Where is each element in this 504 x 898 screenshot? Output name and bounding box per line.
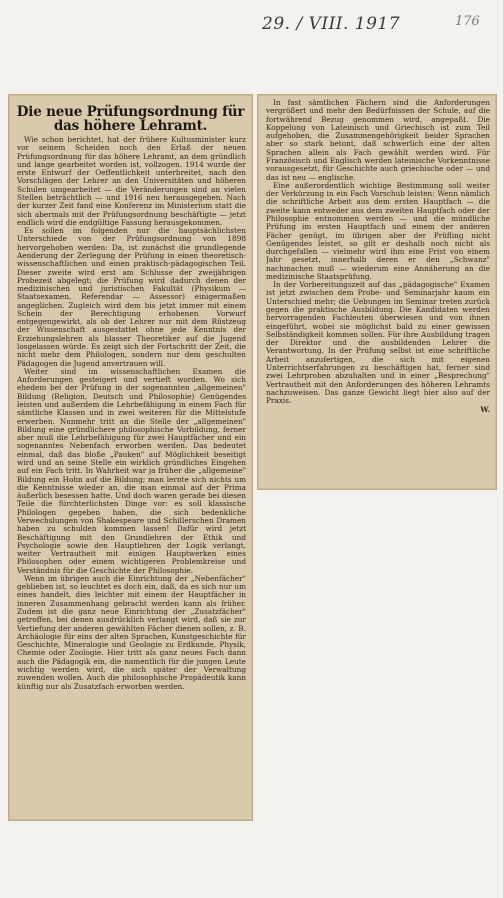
article-body-left xyxy=(17,136,246,816)
paragraph: Weiter sind im wissenschaftlichen Examen die Anforderungen gesteigert und vertieft worden. Wo sich ehedem bei der Prüfung in der sogenannten „allgemeinen" Bildung (Religion, Deutsch und Philosophie) Genügendes leisten und außerdem die Lehrbefähigung in einem Fach für sämtliche Klassen und in zwei weiteren für die Mittelstufe erwerben. Nunmehr tritt an die Stelle der „allgemeinen" Bildung eine gründlichere philosophische Vorbildung, ferner aber muß die Lehrbefähigung für zwei Hauptfächer und ein sogenanntes Nebenfach erworben werden. Das bedeutet einmal, daß das bloße „Pauken" auf Möglichkeit beseitigt wird und an seine Stelle ein wirklich gründliches Eingehen auf ein Fach tritt. In Wahrheit war ja früher die „allgemeine" Bildung ein Hohn auf die Bildung; man lernte sich nichts um die Kenntnisse wieder an, die man einmal auf der Prima äußerlich besessen hatte. Und doch waren gerade bei diesen Teile die fürchterlichsten Dinge vor: es soll klassische Philologen gegeben haben, die sich bedenkliche Verwechslungen von Shakespeare und Schillerschen Dramen haben zu schulden kommen lassen! Dafür wird jetzt Beschäftigung mit den Grundlehren der Ethik und Psychologie sowie den Hauptlehren der Logik verlangt, weiter Vertrautheit mit einigen Hauptwerken eines Philosophen oder einem wichtigeren Problemkreise und Verständnis für die Geschichte der Philosophie. xyxy=(17,366,246,575)
clipping-left-column xyxy=(8,94,253,821)
handwritten-date: 29. / VIII. 1917 xyxy=(262,14,401,34)
paragraph: Es sollen im folgenden nur die hauptsächlichsten Unterschiede von der Prüfungsordnung von 1898 hervorgehoben werden: Da, ist zunächst die grundlegende Aenderung der Zerlegung der Prüfung in einen theoretisch-wissenschaftlichen und einen praktisch-pädagogischen Teil. Dieser zweite wird erst am Schlusse der zweijährigen Probezeit abgelegt; die Prüfung wird dadurch denen der medizinischen und juristischen Fakultät (Physikum — Staatsexamen, Referendar — Assessor) einigermaßen angeglichen. Zugleich wird dem bis jetzt immer mit einem Schein der Berechtigung erhobenen Vorwurf entgegengewirkt, als ob der Lehrer nur mit dem Rüstzeug der Wissenschaft ausgestattet ohne jede Kenntnis der Erziehungslehren als blasser Theoretiker auf die Jugend losgelassen würde. Es zeigt sich der Fortschritt der Zeit, die nicht mehr dem Philologen, sondern nur dem geschulten Pädagogen die Jugend anvertrauen will. xyxy=(17,226,246,368)
author-signature: W. xyxy=(480,405,490,415)
paragraph: In fast sämtlichen Fächern sind die Anforderungen vergrößert und mehr den Bedürfnissen der Schule, auf die fortwährend Bezug genommen wird, angepaßt. Die Koppelung von Lateinisch und Griechisch ist zum Teil aufgehoben, die Zusammengehörigkeit beider Sprachen aber so stark betont, daß schwerlich eine der alten Sprachen allein als Fach gewählt werden wird. Für Französisch und Englisch werden lateinische Vorkenntnisse vorausgesetzt, für Geschichte auch griechische oder — und das ist neu — englische. xyxy=(266,99,490,182)
article-headline: Die neue Prüfungsordnung für das höhere Lehramt. xyxy=(16,104,245,134)
paragraph: In der Vorbereitungszeit auf das „pädagogische" Examen ist jetzt zwischen dem Probe- und Seminarjahr kaum ein Unterschied mehr; die Uebungen im Seminar treten zurück gegen die praktische Ausbildung. Die Kandidaten werden hervorragenden Fachleuten überwiesen und von ihnen eingeführt, wobei sie möglichst bald zu einer gewissen Selbständigkeit kommen sollen. Für ihre Ausbildung tragen der Direktor und die ausbildenden Lehrer die Verantwortung. In der Prüfung selbst ist eine schriftliche Arbeit anzufertigen, die sich mit eigenen Unterrichtserfahrungen zu beschäftigen hat, ferner sind zwei Lehrproben abzuhalten und in einer „Besprechung" Vertrautheit mit den Anforderungen des höheren Lehramts nachzuweisen. Das ganze Gewicht liegt hier also auf der Praxis. xyxy=(266,280,490,406)
paragraph: Eine außerordentlich wichtige Bestimmung soll weiter der Verkürzung in ein Fach Vorschub leisten: Wenn nämlich die schriftliche Arbeit aus dem ersten Hauptfach — die zweite kann entweder aus dem zweiten Hauptfach oder der Philosophie entnommen werden — und die mündliche Prüfung im ersten Hauptfach und einem der anderen Fächer genügt, im übrigen aber der Prüfling nicht Genügendes leistet, so gilt er deshalb noch nicht als durchgefallen — vielmehr wird ihm eine Frist von einem Jahr gesetzt, innerhalb deren er den „Schwanz" nachmachen muß — wiederum eine Annäherung an die medizinische Staatsprüfung. xyxy=(266,180,490,281)
clipping-right-column xyxy=(257,94,497,490)
article-body-right xyxy=(266,99,490,485)
paragraph: Wie schon berichtet, hat der frühere Kultusminister kurz vor seinem Scheiden noch den Erlaß der neuen Prüfungsordnung für das höhere Lehramt, an dem gründlich und lange gearbeitet worden ist, vollzogen. 1914 wurde der erste Entwurf der Oeffentlichkeit unterbreitet, nach den Vorschlägen der Lehrer an den Universitäten und höheren Schulen umgearbeitet — die Veränderungen sind an vielen Stellen beträchtlich — und 1916 neu herausgegeben. Nach der kurzer Zeit fand eine Konferenz im Ministerium statt die sich abermals mit der Prüfungsordnung beschäftigte — jetzt endlich wird die endgültige Fassung herausgekommen. xyxy=(17,136,246,227)
paragraph: Wenn im übrigen auch die Einrichtung der „Nebenfächer" geblieben ist, so leuchtet es doch ein, daß, da es sich nur um eines handelt, dies leichter mit einem der Hauptfächer in inneren Zusammenhang gebracht werden kann als früher. Zudem ist die ganz neue Einrichtung der „Zusatzfächer" getroffen, bei denen ausdrücklich verlangt wird, daß sie zur Vertiefung der anderen gewählten Fächer dienen sollen, z. B. Archäologie für eins der alten Sprachen, Kunstgeschichte für Geschichte, Mineralogie und Geologie zu Erdkunde, Physik, Chemie oder Zoologie. Hier tritt als ganz neues Fach dann auch die Pädagogik ein, die namentlich für die jungen Leute wichtig werden wird, die sich später der Verwaltung zuwenden wollen. Auch die philosophische Propädeutik kann künftig nur als Zusatzfach erworben werden. xyxy=(17,573,246,691)
folio-number: 176 xyxy=(455,14,480,29)
